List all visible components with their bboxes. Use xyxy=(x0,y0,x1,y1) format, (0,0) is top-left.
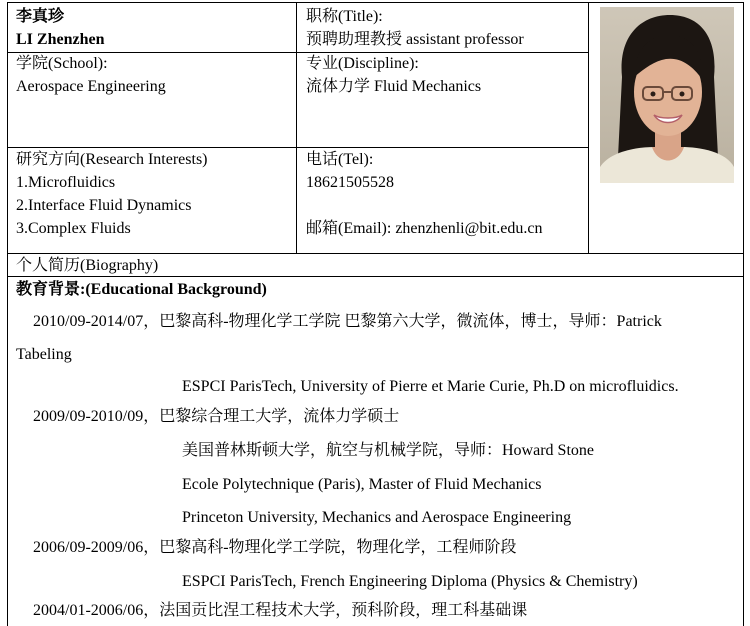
school-label: 学院(School): xyxy=(16,55,108,72)
education-line: ESPCI ParisTech, French Engineering Diploma (Physics & Chemistry) xyxy=(182,573,638,590)
table-border-left xyxy=(7,2,8,626)
discipline-value: 流体力学 Fluid Mechanics xyxy=(306,78,482,95)
email-text: 邮箱(Email): zhenzhenli@bit.edu.cn xyxy=(306,220,543,237)
column-divider-2 xyxy=(588,2,589,254)
education-line: Ecole Polytechnique (Paris), Master of Fluid Mechanics xyxy=(182,476,542,493)
education-line: 2004/01-2006/06，法国贡比涅工程技术大学，预科阶段，理工科基础课 xyxy=(33,602,528,619)
education-line: Princeton University, Mechanics and Aerospace Engineering xyxy=(182,509,572,526)
education-heading: 教育背景:(Educational Background) xyxy=(16,281,267,298)
research-item: 2.Interface Fluid Dynamics xyxy=(16,197,192,214)
title-label: 职称(Title): xyxy=(306,8,383,25)
name-en: LI Zhenzhen xyxy=(16,31,105,48)
row-divider-3 xyxy=(7,253,744,254)
education-line: 2006/09-2009/06，巴黎高科-物理化学工学院，物理化学，工程师阶段 xyxy=(33,539,517,556)
biography-heading: 个人简历(Biography) xyxy=(16,257,159,274)
table-border-top xyxy=(7,2,744,3)
portrait-image xyxy=(600,7,734,183)
education-line: 2009/09-2010/09，巴黎综合理工大学，流体力学硕士 xyxy=(33,408,400,425)
title-value: 预聘助理教授 assistant professor xyxy=(306,31,524,48)
tel-value: 18621505528 xyxy=(306,174,394,191)
education-line: 美国普林斯顿大学，航空与机械学院，导师：Howard Stone xyxy=(182,442,594,459)
research-item: 1.Microfluidics xyxy=(16,174,116,191)
research-label: 研究方向(Research Interests) xyxy=(16,151,208,168)
education-line: ESPCI ParisTech, University of Pierre et Marie Curie, Ph.D on microfluidics. xyxy=(182,378,679,395)
name-cn: 李真珍 xyxy=(16,8,65,25)
profile-photo xyxy=(600,7,734,183)
tel-label: 电话(Tel): xyxy=(306,151,374,168)
education-line: Tabeling xyxy=(16,346,72,363)
school-value: Aerospace Engineering xyxy=(16,78,166,95)
education-line: 2010/09-2014/07，巴黎高科-物理化学工学院 巴黎第六大学，微流体，博士，导师：Patrick xyxy=(33,313,662,330)
table-border-right xyxy=(743,2,744,626)
column-divider-1 xyxy=(296,2,297,254)
row-divider-2 xyxy=(7,147,589,148)
research-item: 3.Complex Fluids xyxy=(16,220,131,237)
discipline-label: 专业(Discipline): xyxy=(306,55,419,72)
